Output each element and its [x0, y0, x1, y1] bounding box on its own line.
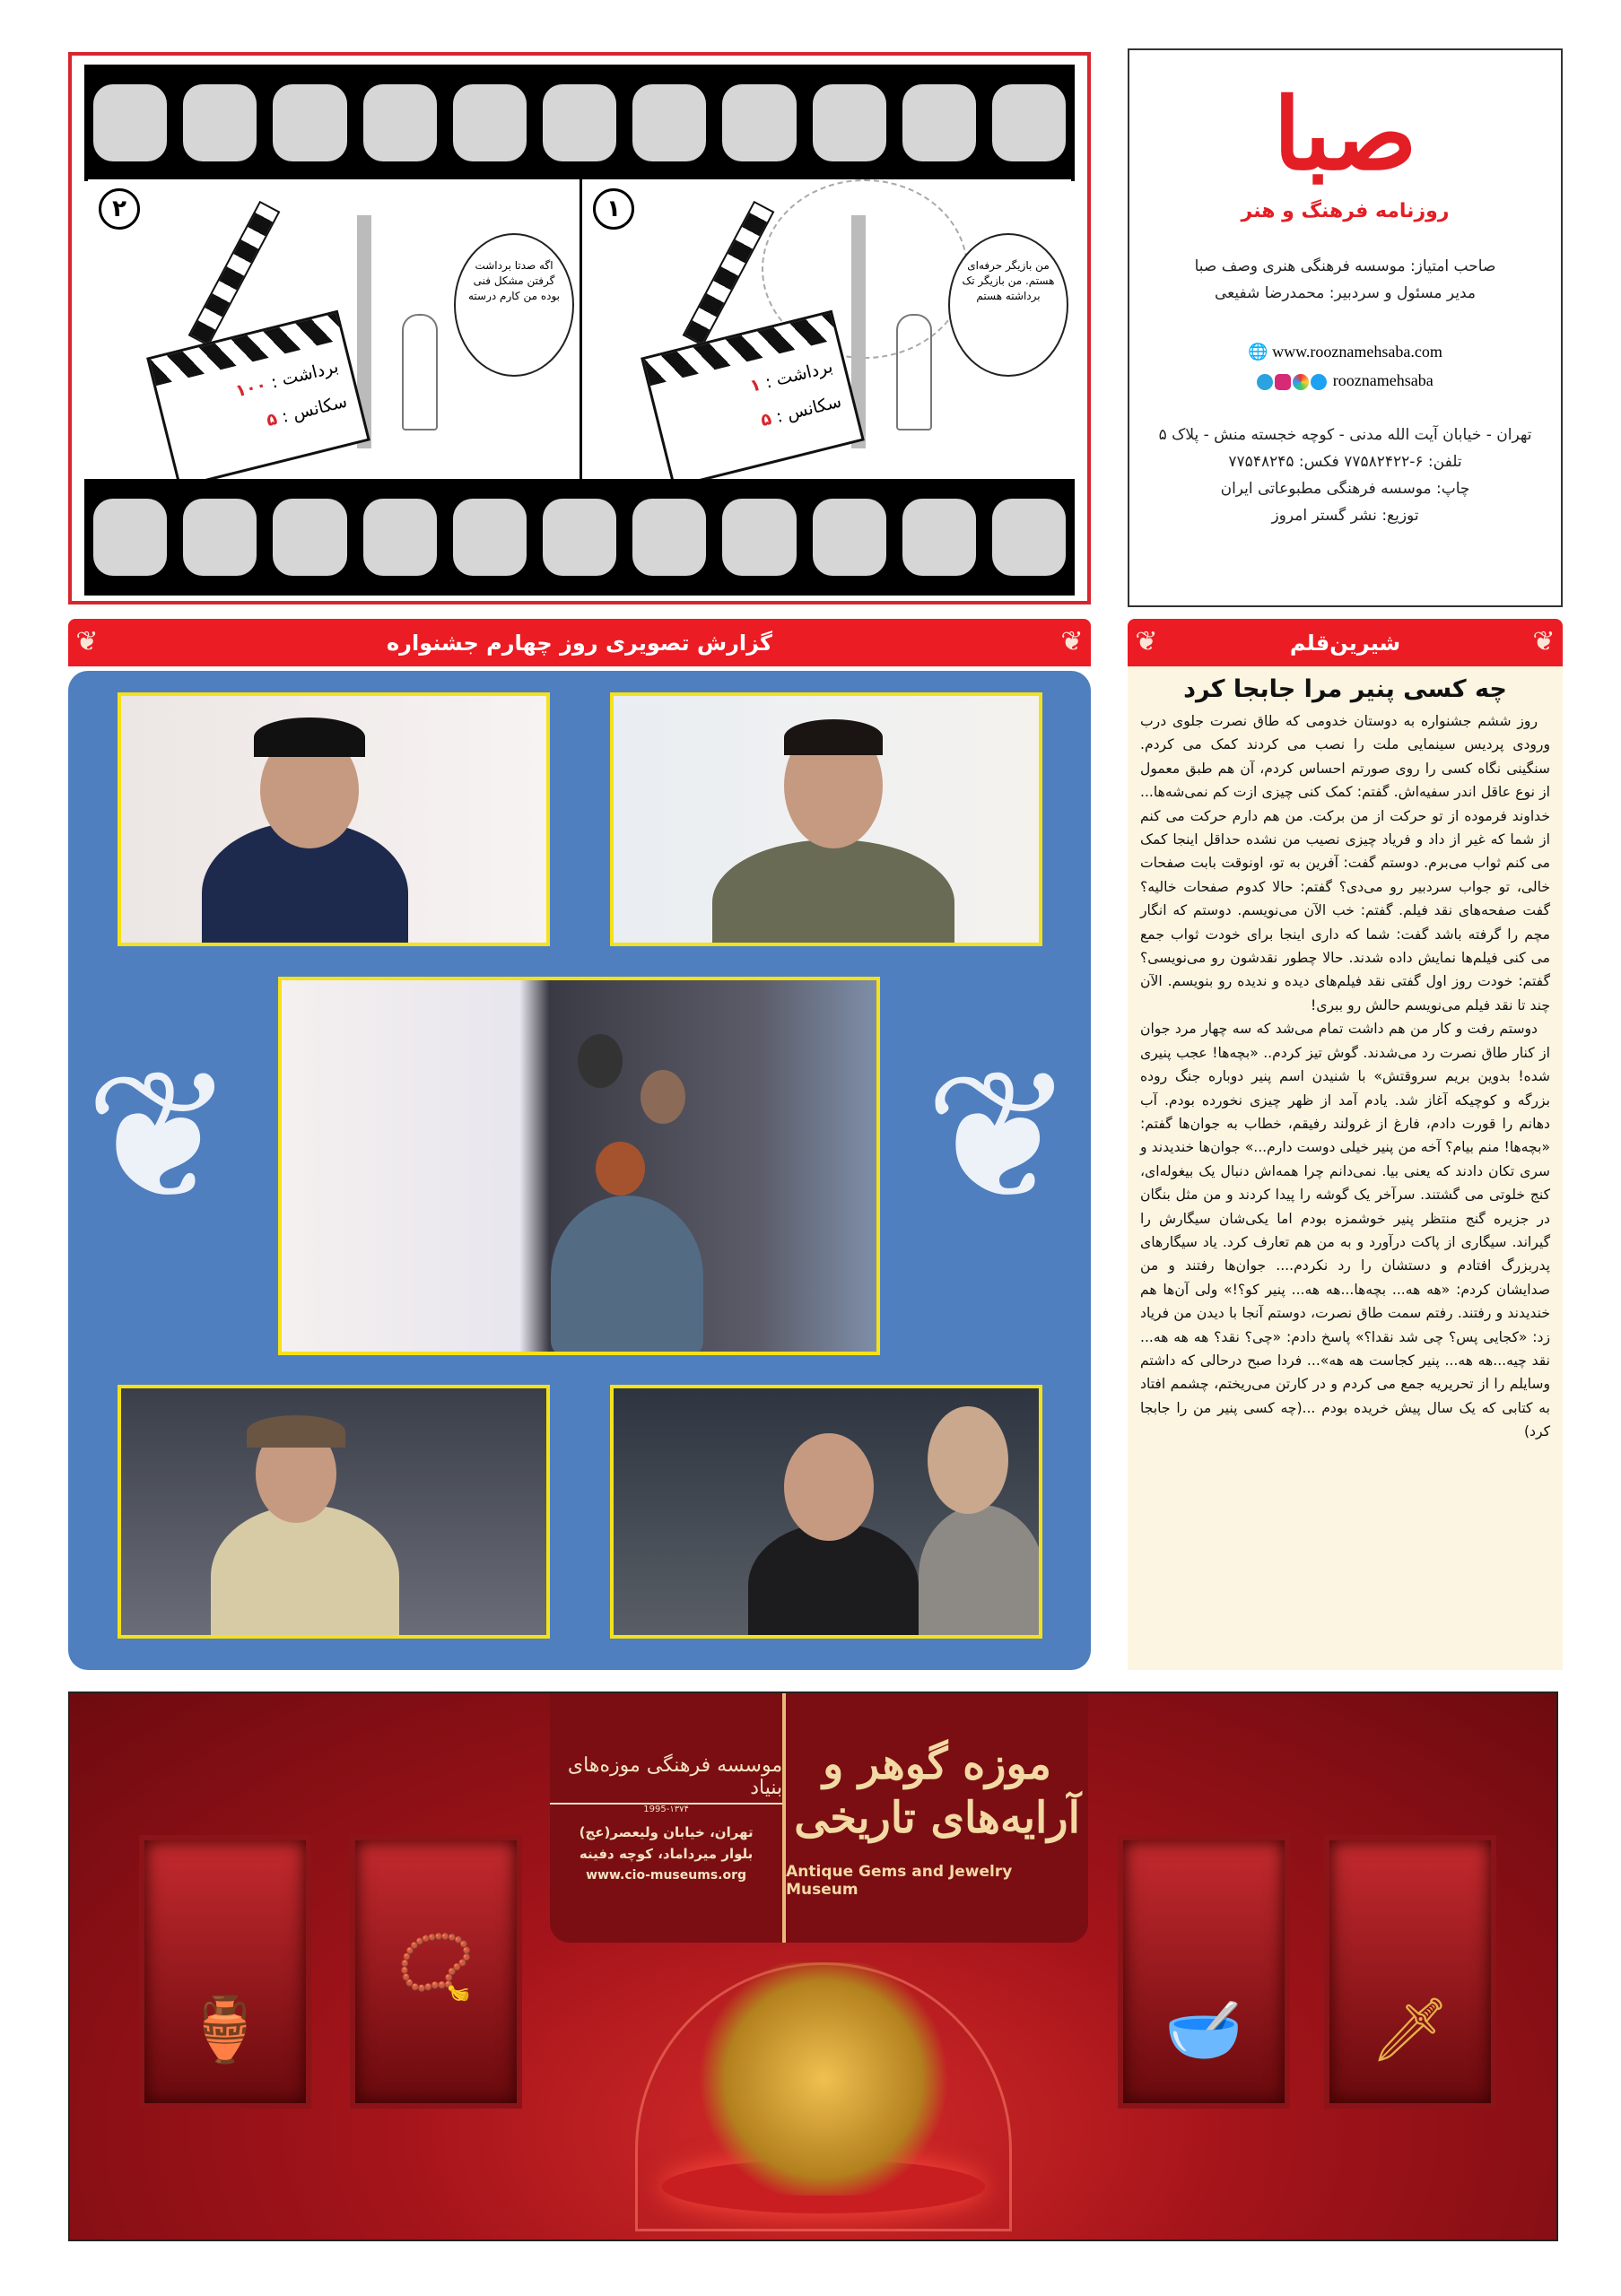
article-paragraph: روز ششم جشنواره به دوستان خدومی که طاق نصرت جلوی درب ورودی پردیس سینمایی ملت را نصب می کردند کمک می کردم. سنگینی نگاه کسی را روی صورتم احساس کردم، آن هم طبق معمول از نوع عاقل اندر سفیه‌اش. گفتم: کمک کنی چیزی ازت کم نمی‌شه‌ها... خداوند فرموده از تو حرکت از من برکت. من هم دارم حرکت می کنم از شما که غیر از داد و فریاد چیزی نصیب من نشده حداقل اینجا کمک می کنم ثواب می‌برم. دوستم گفت: آفرین به تو، اونوقت بابت صفحات خالی، تو جواب سردبیر رو می‌دی؟ گفتم: حالا کدوم صفحات خالیه؟ گفت صفحه‌های نقد فیلم. گفتم: خب الآن می‌نویسم. دوستم که انگار مچم را گرفته باشد گفت: شما که داری اینجا برای خودت ثواب جمع می کنی فیلم‌ها نمایش داده شدند. حالا چطور نقدشون رو می‌نویسی؟ گفتم: خودت روز اول گفتی نقد فیلم‌های دیده و ندیده رو بنویسم. الآن چند تا نقد فیلم می‌نویسم حالش رو ببری! [1140, 713, 1550, 1013]
simorgh-icon: ❦ [75, 626, 99, 657]
display-case-gold-cup [139, 1835, 311, 2109]
gallery-title: گزارش تصویری روز چهارم جشنواره [387, 630, 772, 656]
photo-gallery [68, 671, 1091, 1670]
museum-website[interactable]: www.cio-museums.org [586, 1867, 747, 1883]
article-section-header [1128, 619, 1563, 666]
museum-title-en: Antique Gems and Jewelry Museum [786, 1863, 1013, 1899]
gold-cup-icon: 🏺 [186, 1993, 265, 2066]
scene-value: ۵ [264, 408, 280, 431]
cartoon-panel-1 [580, 179, 1071, 481]
scene-label: سکانس : [279, 391, 350, 427]
aparat-icon[interactable] [1293, 374, 1309, 390]
panel-number: ۲ [99, 188, 140, 230]
museum-address-1: تهران، خیابان ولیعصر(عج) [579, 1823, 754, 1840]
scene-value: ۵ [758, 408, 774, 431]
org-years: 1995-۱۳۷۴ [643, 1804, 689, 1814]
simorgh-emblem-icon: ❦ [84, 1032, 235, 1241]
print-line: چاپ: موسسه فرهنگی مطبوعاتی ایران [1220, 480, 1470, 498]
article-paragraph: دوستم رفت و کار من هم داشت تمام می‌شد که سه چهار مرد جوان از کنار طاق نصرت رد می‌شدند. گوش تیز کردم.. «بچه‌ها! عجب پنیری شده! بدوین بریم سروقتش» با شنیدن اسم پنیر دوباره جنگ روده بزرگه و کوچیکه آغاز شد. یادم آمد از ظهر چیزی نخورده بودم. آب دهانم را قورت دادم، فارغ از غرولند رفیقم، خطاب به جوان‌ها گفتم: «بچه‌ها! منم بیام؟ آخه من پنیر خیلی دوست دارم...» جوان‌ها خندیدند و سری تکان دادند که یعنی بیا. نمی‌دانم چرا همه‌اش دنبال یک بیغوله‌ای، کنج خلوتی می گشتند. سرآخر یک گوشه را پیدا کردند و من مثل بنگان در جزیره گنج منتظر پنیر خوشمزه بودم اما یکی‌شان سیگارش را گیراند. سیگاری از پاکت درآورد و به من هم تعارف کرد. یاد سیگارهای پدربزرگ افتادم و دستشان را رد نکردم.... جوان‌ها رفتند و من صدایشان کردم: «هه هه... بچه‌ها...هه هه... پنیر کو؟!» ولی آن‌ها هم خندیدند و رفتند. رفتم سمت طاق نصرت، دوستم آنجا با دیدن من فریاد زد: «کجایی پس؟ چی شد نقدا؟» پاسخ دادم: «چی؟ نقد؟ هه هه هه... نقد چیه...هه هه... پنیر کجاست هه هه»... فردا صبح درحالی که داشتم وسایلم را از تحریریه جمع می کردم و در کارتن می‌ریختم، چشمم افتاد به کتابی که یک سال پیش خریده بودم ...(چه کسی پنیر من را جابجا کرد) [1140, 1021, 1550, 1440]
clapperboard [641, 310, 865, 481]
museum-address-2: بلوار میرداماد، کوچه دفینه [579, 1845, 754, 1862]
golden-horse-statue [689, 1962, 958, 2196]
cartoon-panel-2 [88, 179, 580, 481]
globe-icon: 🌐 [1248, 343, 1268, 361]
instagram-icon[interactable] [1275, 374, 1291, 390]
scene-label: سکانس : [773, 391, 844, 427]
photo-man-with-cap [118, 692, 550, 946]
dagger-icon: 🗡 [1370, 1993, 1451, 2066]
photo-photographers [278, 977, 880, 1355]
gallery-header [68, 619, 1091, 666]
owner-line: صاحب امتیاز: موسسه فرهنگی هنری وصف صبا [1194, 257, 1496, 275]
editor-line: مدیر مسئول و سردبیر: محمدرضا شفیعی [1214, 284, 1477, 302]
clapperboard [146, 310, 370, 481]
clapper-stick-icon [683, 201, 775, 346]
speech-bubble: من بازیگر حرفه‌ای هستم. من بازیگر تک برداشته هستم [948, 233, 1068, 377]
org-logo: موسسه فرهنگی موزه‌های بنیاد [550, 1754, 782, 1805]
website-link[interactable]: 🌐 www.rooznamehsaba.com [1248, 343, 1442, 361]
museum-advertisement[interactable] [68, 1692, 1558, 2241]
child-drawing [896, 314, 932, 430]
cartoon-strip [68, 52, 1091, 604]
film-strip-bottom [84, 479, 1075, 596]
article-title: چه کسی پنیر مرا جابجا کرد [1183, 675, 1507, 703]
newspaper-logo: صبا روزنامه فرهنگ و هنر [1202, 72, 1489, 226]
logo-subtitle: روزنامه فرهنگ و هنر [1241, 200, 1450, 222]
address-line: تهران - خیابان آیت الله مدنی - کوچه خجسته منش - پلاک ۵ [1158, 426, 1532, 444]
simorgh-icon: ❦ [1135, 626, 1158, 657]
twitter-icon[interactable] [1311, 374, 1327, 390]
distribution-line: توزیع: نشر گستر امروز [1271, 507, 1419, 525]
display-case-dagger [1324, 1835, 1496, 2109]
photo-smiling-man [610, 1385, 1042, 1639]
simorgh-emblem-icon: ❦ [924, 1032, 1075, 1241]
simorgh-icon: ❦ [1532, 626, 1556, 657]
necklace-icon: 📿 [397, 1930, 475, 2004]
museum-title: موزه گوهر و آرایه‌های تاریخی [794, 1739, 1080, 1843]
ad-title-box [550, 1693, 1088, 1943]
take-label: برداشت : [763, 356, 835, 393]
take-label: برداشت : [268, 356, 341, 393]
simorgh-icon: ❦ [1060, 626, 1084, 657]
film-strip-top [84, 65, 1075, 181]
speech-bubble: اگه صدتا برداشت گرفتن مشکل فنی بوده من کارم درسته [454, 233, 574, 377]
panel-number: ۱ [593, 188, 634, 230]
child-drawing [402, 314, 438, 430]
article [1128, 666, 1563, 1670]
display-case-necklace [350, 1835, 522, 2109]
photo-older-man [118, 1385, 550, 1639]
masthead [1128, 48, 1563, 607]
telegram-icon[interactable] [1257, 374, 1273, 390]
clapper-stick-icon [188, 201, 281, 346]
photo-man-with-beard [610, 692, 1042, 946]
social-links[interactable]: rooznamehsaba [1129, 366, 1561, 395]
phone-line: تلفن: ۶-۷۷۵۸۲۴۲۲ فکس: ۷۷۵۴۸۲۴۵ [1228, 453, 1462, 471]
section-title: شیرین‌قلم [1289, 630, 1401, 656]
jeweled-bowl-icon: 🥣 [1164, 1993, 1243, 2066]
take-value: ۱ [747, 374, 763, 396]
display-case-bowl [1118, 1835, 1290, 2109]
take-value: ۱۰۰ [233, 374, 269, 402]
